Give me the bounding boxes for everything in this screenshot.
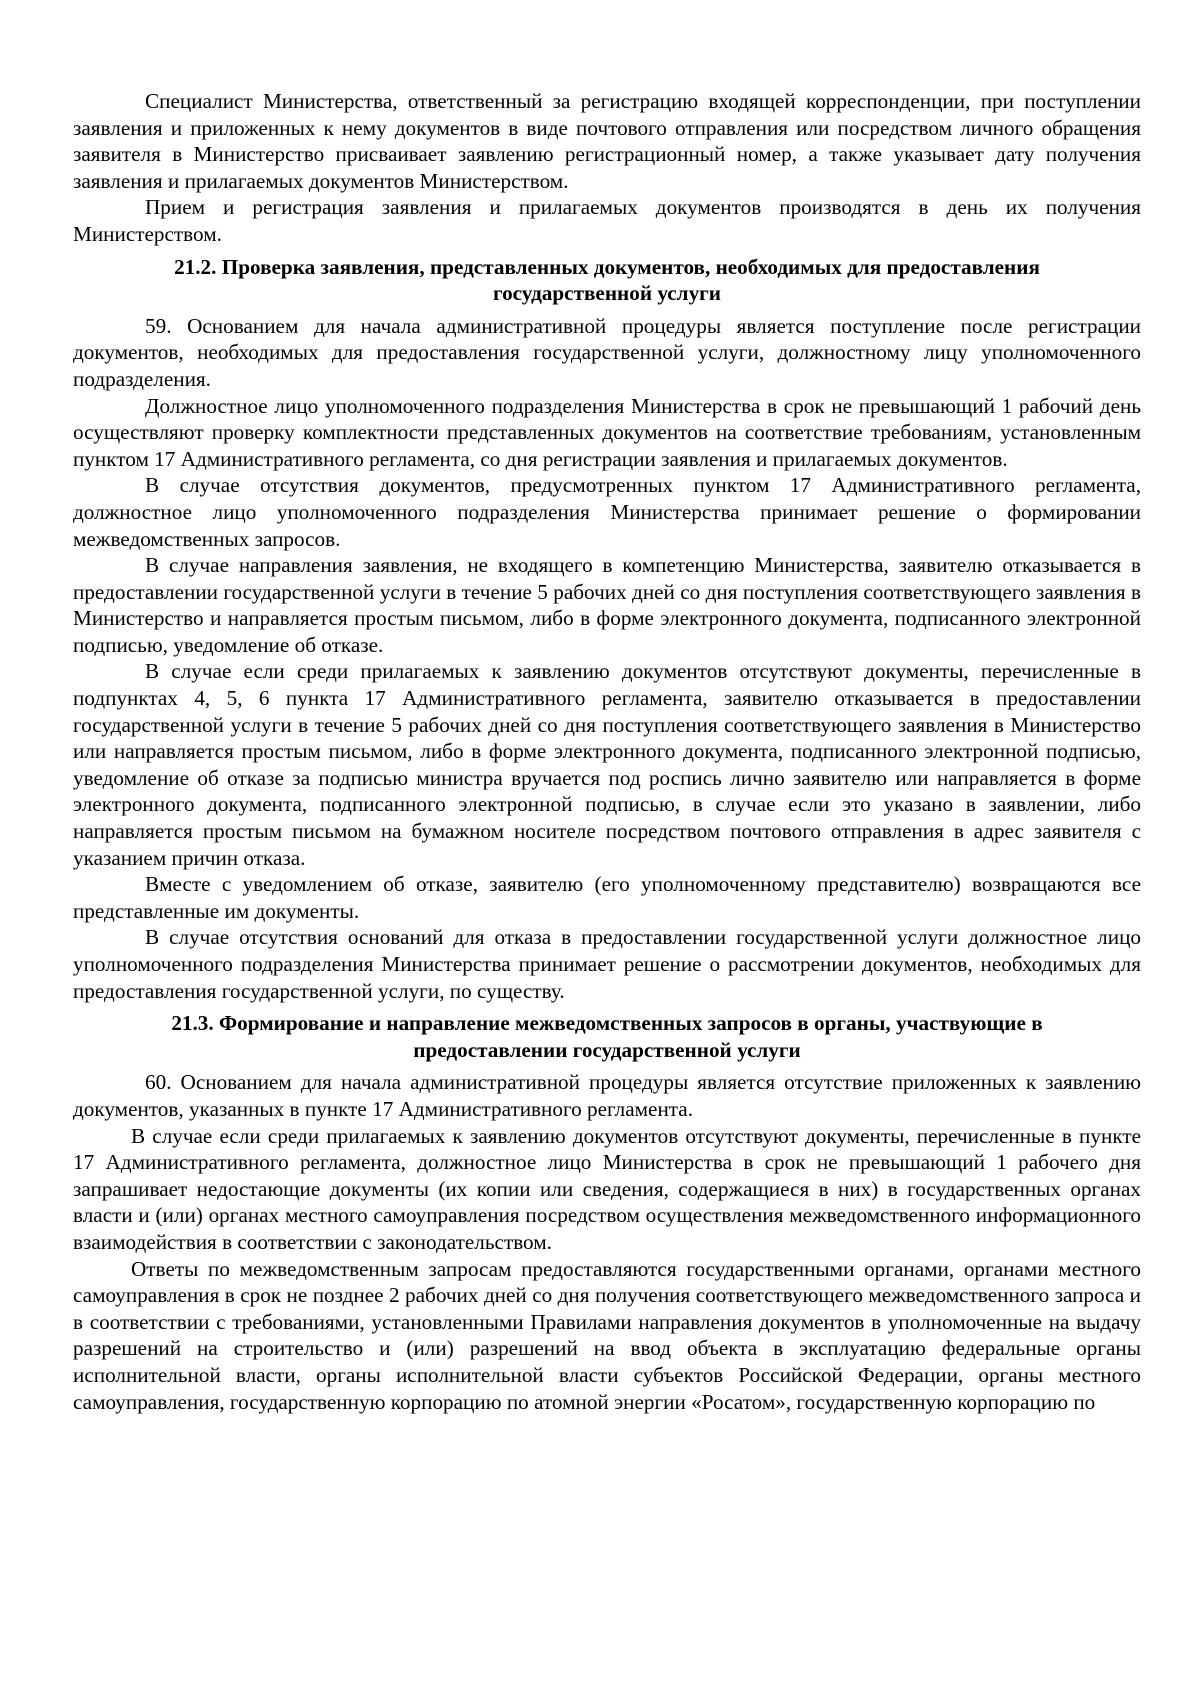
paragraph: В случае если среди прилагаемых к заявлению документов отсутствуют документы, перечисленные в пункте 17 Административного регламента, должностное лицо Министерства в срок не превышающий 1 рабочего дня запрашивает недостающие документы (их копии или сведения, содержащиеся в них) в государственных органах власти и (или) органах местного самоуправления посредством осуществления межведомственного информационного взаимодействия в соответствии с законодательством. [73, 1123, 1141, 1254]
paragraph: Вместе с уведомлением об отказе, заявителю (его уполномоченному представителю) возвращаются все представленные им документы. [73, 872, 1141, 923]
paragraph-59: 59. Основанием для начала административной процедуры является поступление после регистрации документов, необходимых для предоставления государственной услуги, должностному лицу уполномоченного подразделения. [73, 313, 1141, 391]
section-heading-line: предоставлении государственной услуги [413, 1037, 801, 1062]
section-heading-line: 21.3. Формирование и направление межведомственных запросов в органы, участвующие в [171, 1011, 1043, 1036]
section-heading-21-3 [73, 1010, 1141, 1063]
paragraph: В случае отсутствия документов, предусмотренных пунктом 17 Административного регламента, должностное лицо уполномоченного подразделения Министерства принимает решение о формировании межведомственных запросов. [73, 473, 1141, 551]
section-heading-line: 21.2. Проверка заявления, представленных документов, необходимых для предоставления [174, 254, 1040, 279]
paragraph: В случае направления заявления, не входящего в компетенцию Министерства, заявителю отказывается в предоставлении государственной услуги в течение 5 рабочих дней со дня поступления соответствующего заявления в Министерство и направляется простым письмом, либо в форме электронного документа, подписанного электронной подписью, уведомление об отказе. [73, 553, 1141, 657]
section-heading-21-2 [73, 254, 1141, 307]
paragraph: Должностное лицо уполномоченного подразделения Министерства в срок не превышающий 1 рабочий день осуществляют проверку комплектности представленных документов на соответствие требованиям, установленным пунктом 17 Административного регламента, со дня регистрации заявления и прилагаемых документов. [73, 393, 1141, 471]
paragraph-60: 60. Основанием для начала административной процедуры является отсутствие приложенных к заявлению документов, указанных в пункте 17 Административного регламента. [73, 1070, 1141, 1121]
paragraph: Специалист Министерства, ответственный за регистрацию входящей корреспонденции, при поступлении заявления и приложенных к нему документов в виде почтового отправления или посредством личного обращения заявителя в Министерство присваивает заявлению регистрационный номер, а также указывает дату получения заявления и прилагаемых документов Министерством. [73, 89, 1141, 193]
document-page [73, 88, 1141, 1415]
section-heading-line: государственной услуги [493, 281, 721, 306]
paragraph: Прием и регистрация заявления и прилагаемых документов производятся в день их получения Министерством. [73, 195, 1141, 246]
paragraph: В случае если среди прилагаемых к заявлению документов отсутствуют документы, перечисленные в подпунктах 4, 5, 6 пункта 17 Административного регламента, заявителю отказывается в предоставлении государственной услуги в течение 5 рабочих дней со дня поступления соответствующего заявления в Министерство или направляется простым письмом, либо в форме электронного документа, подписанного электронной подписью, уведомление об отказе за подписью министра вручается под роспись лично заявителю или направляется в форме электронного документа, подписанного электронной подписью, в случае если это указано в заявлении, либо направляется простым письмом на бумажном носителе посредством почтового отправления в адрес заявителя с указанием причин отказа. [73, 659, 1141, 870]
paragraph: Ответы по межведомственным запросам предоставляются государственными органами, органами местного самоуправления в срок не позднее 2 рабочих дней со дня получения соответствующего межведомственного запроса и в соответствии с требованиями, установленными Правилами направления документов в уполномоченные на выдачу разрешений на строительство и (или) разрешений на ввод объекта в эксплуатацию федеральные органы исполнительной власти, органы исполнительной власти субъектов Российской Федерации, органы местного самоуправления, государственную корпорацию по атомной энергии «Росатом», государственную корпорацию по [73, 1256, 1141, 1414]
paragraph: В случае отсутствия оснований для отказа в предоставлении государственной услуги должностное лицо уполномоченного подразделения Министерства принимает решение о рассмотрении документов, необходимых для предоставления государственной услуги, по существу. [73, 925, 1141, 1003]
